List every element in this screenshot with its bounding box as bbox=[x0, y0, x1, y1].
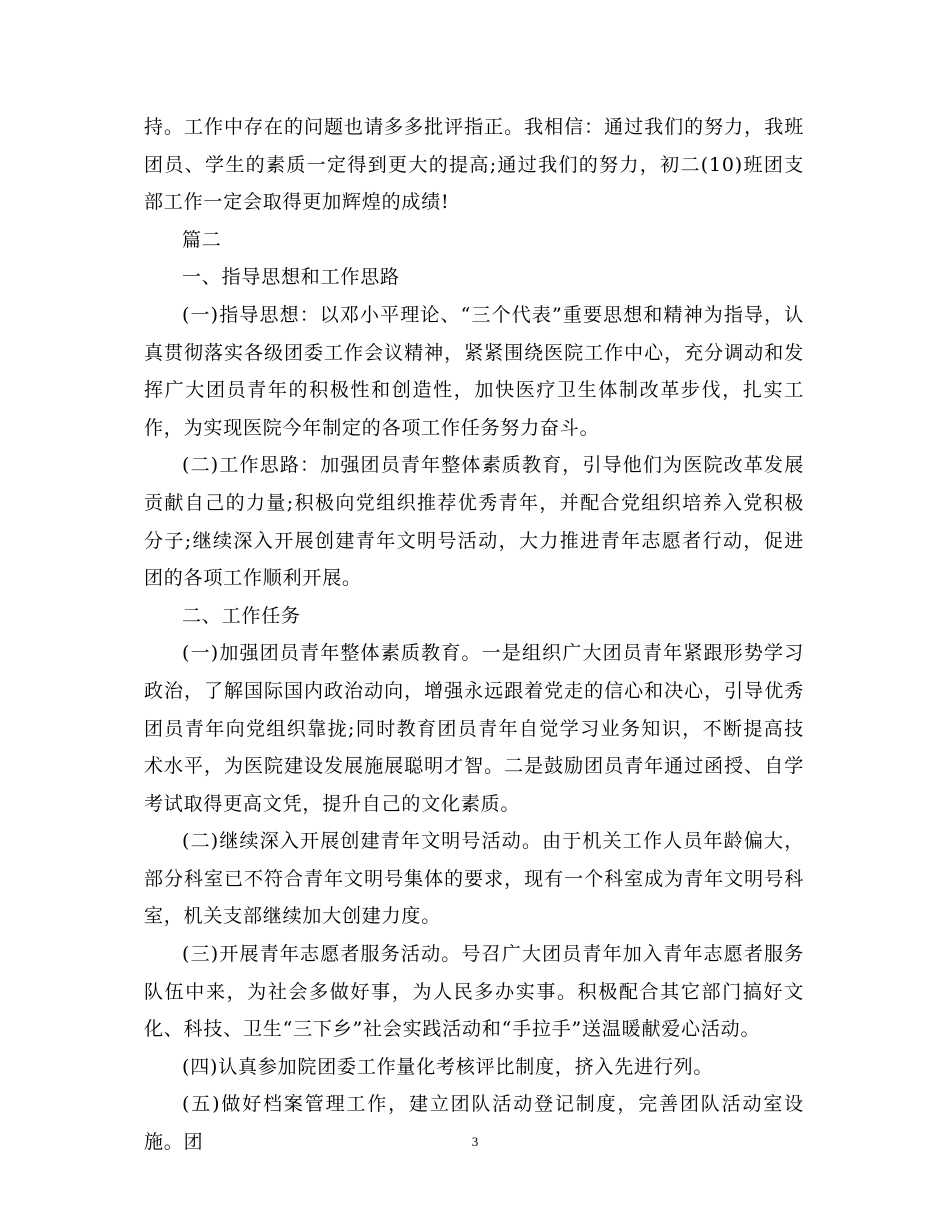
paragraph-continuation: 持。工作中存在的问题也请多多批评指正。我相信：通过我们的努力，我班团员、学生的素质一定得到更大的提高;通过我们的努力，初二(10)班团支部工作一定会取得更加辉煌的成绩! bbox=[144, 116, 804, 214]
paragraph-task-1: (一)加强团员青年整体素质教育。一是组织广大团员青年紧跟形势学习政治，了解国际国内政治动向，增强永远跟着党走的信心和决心，引导优秀团员青年向党组织靠拢;同时教育团员青年自觉学习业务知识，不断提高技术水平，为医院建设发展施展聪明才智。二是鼓励团员青年通过函授、自学考试取得更高文凭，提升自己的文化素质。 bbox=[144, 642, 804, 815]
paragraph-guiding-ideology: (一)指导思想：以邓小平理论、“三个代表”重要思想和精神为指导，认真贯彻落实各级团委工作会议精神，紧紧围绕医院工作中心，充分调动和发挥广大团员青年的积极性和创造性，加快医疗卫生体制改革步伐，扎实工作，为实现医院今年制定的各项工作任务努力奋斗。 bbox=[144, 303, 804, 439]
heading-guiding-ideology: 一、指导思想和工作思路 bbox=[182, 266, 400, 289]
paragraph-task-5: (五)做好档案管理工作，建立团队活动登记制度，完善团队活动室设施。团 bbox=[144, 1093, 804, 1154]
paragraph-task-3: (三)开展青年志愿者服务活动。号召广大团员青年加入青年志愿者服务队伍中来，为社会多做好事，为人民多办实事。积极配合其它部门搞好文化、科技、卫生“三下乡”社会实践活动和“手拉手”送温暖献爱心活动。 bbox=[144, 943, 804, 1041]
paragraph-task-2: (二)继续深入开展创建青年文明号活动。由于机关工作人员年龄偏大，部分科室已不符合青年文明号集体的要求，现有一个科室成为青年文明号科室，机关支部继续加大创建力度。 bbox=[144, 830, 804, 928]
paragraph-work-approach: (二)工作思路：加强团员青年整体素质教育，引导他们为医院改革发展贡献自己的力量;积极向党组织推荐优秀青年，并配合党组织培养入党积极分子;继续深入开展创建青年文明号活动，大力推进青年志愿者行动，促进团的各项工作顺利开展。 bbox=[144, 454, 804, 590]
section-title-part-two: 篇二 bbox=[182, 228, 222, 251]
heading-work-tasks: 二、工作任务 bbox=[182, 604, 301, 627]
document-body bbox=[144, 109, 804, 1162]
paragraph-task-4: (四)认真参加院团委工作量化考核评比制度，挤入先进行列。 bbox=[182, 1055, 714, 1078]
page-number: 3 bbox=[471, 1134, 479, 1149]
